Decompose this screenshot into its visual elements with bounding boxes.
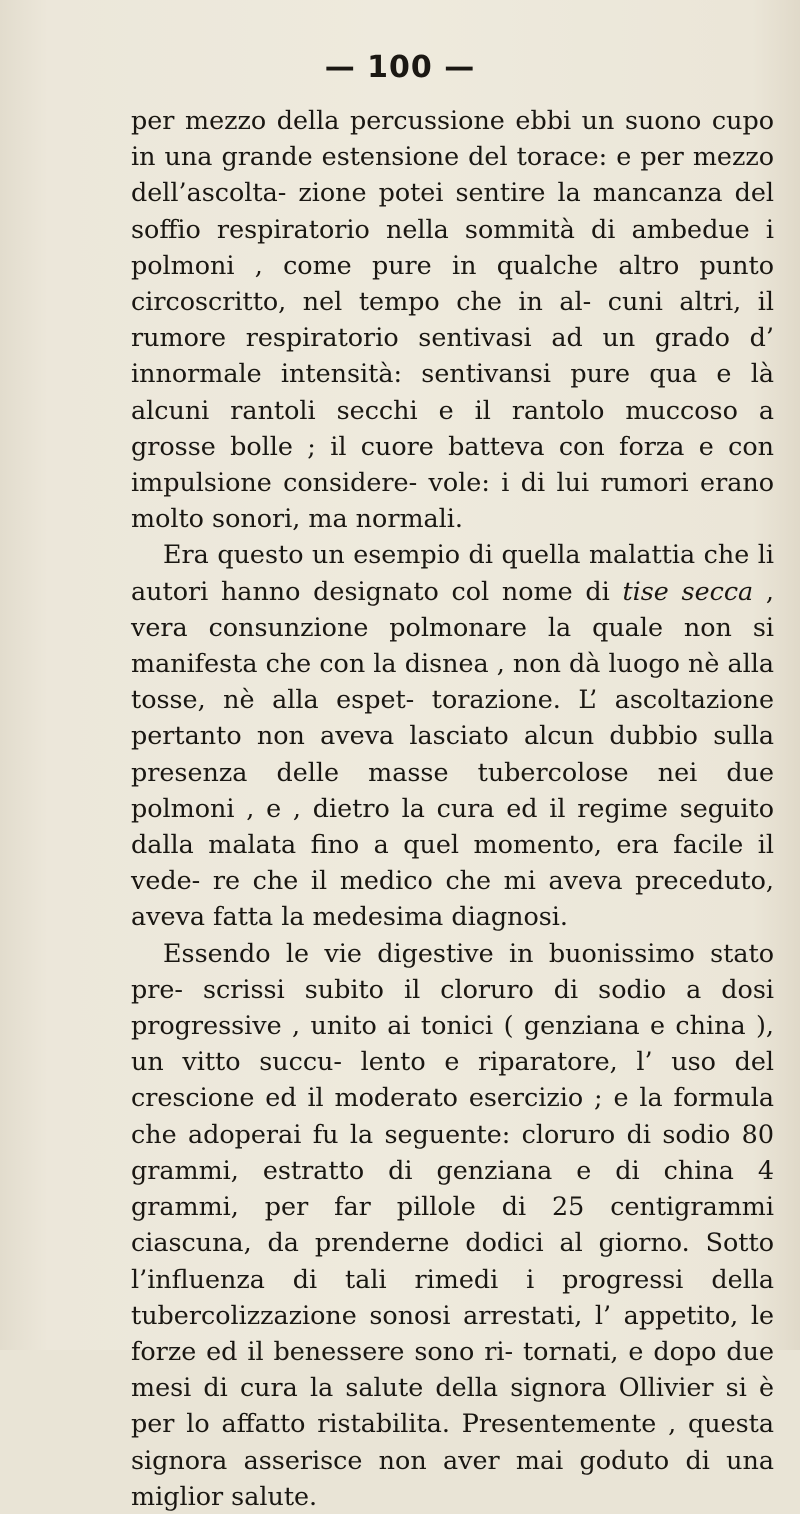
- page-number-header: — 100 —: [324, 50, 476, 85]
- paragraph-3: Essendo le vie digestive in buonissimo stato pre- scrissi subito il cloruro di sodio a dosi progressive , unito ai tonici ( genziana e china ), un vitto succu- lento e riparatore, l’ uso del crescione ed il moderato esercizio ; e la formula che adoperai fu la seguente: cloruro di sodio 80 grammi, estratto di genziana e di china 4 grammi, per far pillole di 25 centigrammi ciascuna, da prenderne dodici al giorno. Sotto l’influenza di tali rimedi i progressi della tubercolizzazione sonosi arrestati, l’ appetito, le forze ed il benessere sono ri- tornati, e dopo due mesi di cura la salute della signora Ollivier si è per lo affatto ristabilita. Presentemente , questa signora asserisce non aver mai goduto di una miglior salute.: [131, 937, 774, 1511]
- paragraph-2-start: Era questo un esempio di quella malattia che li autori hanno designato col nome di: [131, 539, 774, 606]
- paragraph-2: [131, 536, 774, 934]
- body-text: [131, 102, 774, 1514]
- italic-term: tise secca: [622, 575, 754, 606]
- paragraph-2-end: , vera consunzione polmonare la quale non si manifesta che con la disnea , non dà luogo nè alla tosse, nè alla espet- torazione. L’ ascoltazione pertanto non aveva lasciato alcun dubbio sulla presenza delle masse tubercolose nei due polmoni , e , dietro la cura ed il regime seguito dalla malata fino a quel momento, era facile il vede- re che il medico che mi aveva preceduto, aveva fatta la medesima diagnosi.: [131, 575, 774, 932]
- paragraph-1: per mezzo della percussione ebbi un suono cupo in una grande estensione del torace: e per mezzo dell’ascolta- zione potei sentire la mancanza del soffio respiratorio nella sommità di ambedue i polmoni , come pure in qualche altro punto circoscritto, nel tempo che in al- cuni altri, il rumore respiratorio sentivasi ad un grado d’ innormale intensità: sentivansi pure qua e là alcuni rantoli secchi e il rantolo muccoso a grosse bolle ; il cuore batteva con forza e con impulsione considere- vole: i di lui rumori erano molto sonori, ma normali.: [131, 105, 774, 534]
